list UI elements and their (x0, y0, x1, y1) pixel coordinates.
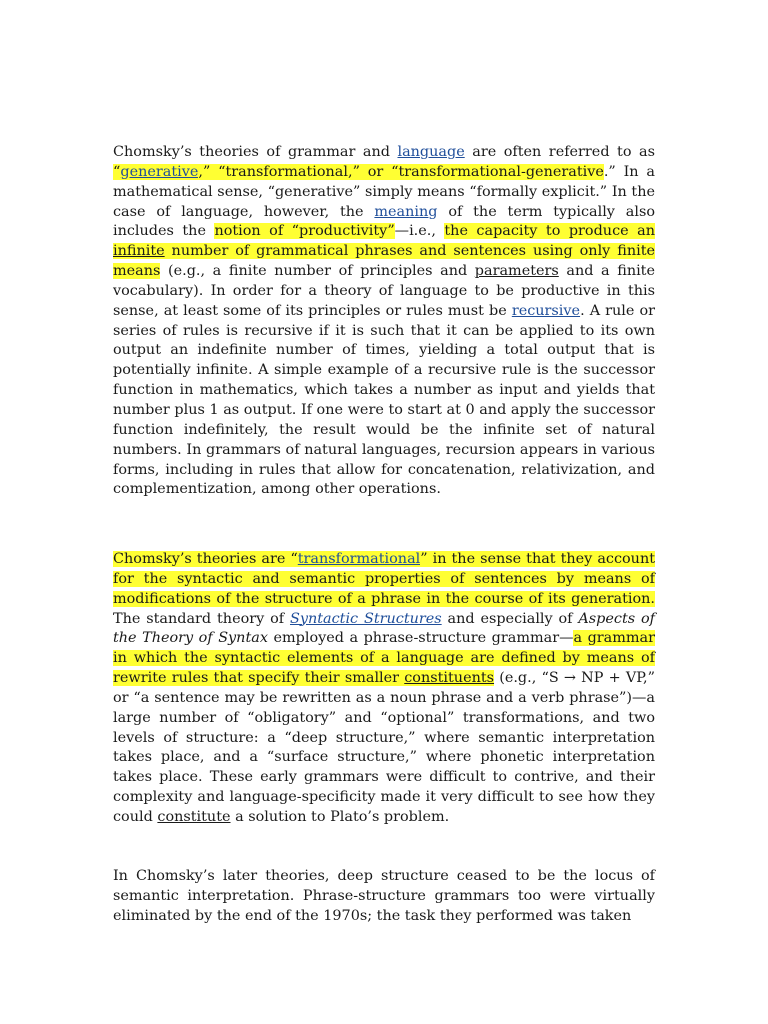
highlighted-text: notion of “productivity” (214, 223, 395, 240)
paragraph-generative-grammar (113, 143, 655, 500)
text-run: and a finite vocabulary). In order for a theory of language to be productive in this sense, at least some of its principles or rules must be (113, 263, 655, 319)
hyperlink[interactable]: meaning (374, 203, 438, 220)
highlighted-text: ,” “transformational,” or “transformational-generative (198, 163, 604, 180)
hyperlink[interactable]: transformational (297, 551, 421, 567)
hyperlink[interactable]: language (397, 144, 465, 160)
text-run: and especially of (441, 610, 579, 627)
hyperlink[interactable]: generative (120, 163, 199, 180)
text-run: . A rule or series of rules is recursive if it is such that it can be applied to its own output an indefinite number of times, yielding a total output that is potentially infinite. A simple example of a recursive rule is the successor function in mathematics, which takes a number as input and yields that number plus 1 as output. If one were to start at 0 and apply the successor function indefinitely, the result would be the infinite set of natural numbers. In grammars of natural languages, recursion appears in various forms, including in rules that allow for concatenation, relativization, and complementization, among other operations. (113, 302, 656, 498)
highlighted-text: ” in the sense that they account for the syntactic and semantic properties of sentences by means of modifications of the structure of a phrase in the course of its generation. (113, 551, 655, 607)
text-run: .” In a mathematical sense, “generative” simply means “formally explicit.” In the case of language, however, the (113, 163, 655, 220)
text-run: of the term typically also includes the (113, 203, 655, 240)
highlighted-text: infinite (113, 243, 165, 260)
hyperlink[interactable]: recursive (511, 302, 581, 319)
highlighted-text: Chomsky’s theories are “ (113, 551, 298, 567)
text-run: —i.e., (394, 223, 445, 240)
text-run: (e.g., a finite number of principles and (160, 263, 475, 280)
italic-title: Aspects of the Theory of Syntax (113, 610, 655, 647)
highlighted-text: constituents (404, 670, 495, 687)
text-run: (e.g., “S → NP + VP,” or “a sentence may be rewritten as a noun phrase and a verb phrase”)—a large number of “obligatory” and “optional” transformations, and two levels of structure: a “deep structure,” where semantic interpretation takes place, and a “surface structure,” where phonetic interpretation takes place. These early grammars were difficult to contrive, and their complexity and language-specificity made it very difficult to see how they could (113, 670, 655, 825)
text-run: a solution to Plato’s problem. (230, 808, 450, 825)
underlined-term: constitute (157, 808, 231, 825)
paragraph-later-theories (113, 867, 655, 927)
text-run: are often referred to as (464, 144, 655, 160)
highlighted-text: number of grammatical phrases and sentences using only finite means (113, 243, 655, 280)
text-run: The standard theory of (113, 610, 290, 627)
highlighted-text: a grammar in which the syntactic elements of a language are defined by means of rewrite rules that specify their smaller (113, 630, 655, 687)
text-run: employed a phrase-structure grammar— (267, 630, 574, 647)
text-run: Chomsky’s theories of grammar and (113, 144, 398, 160)
underlined-term: parameters (474, 263, 559, 280)
paragraph-transformational-grammar (113, 550, 655, 828)
hyperlink[interactable]: Syntactic Structures (289, 610, 442, 627)
highlighted-text: “ (113, 163, 121, 180)
text-run: In Chomsky’s later theories, deep structure ceased to be the locus of semantic interpretation. Phrase-structure grammars too were virtually eliminated by the end of the 1970s; the task they performed was taken (113, 868, 655, 924)
highlighted-text: the capacity to produce an (444, 223, 655, 240)
